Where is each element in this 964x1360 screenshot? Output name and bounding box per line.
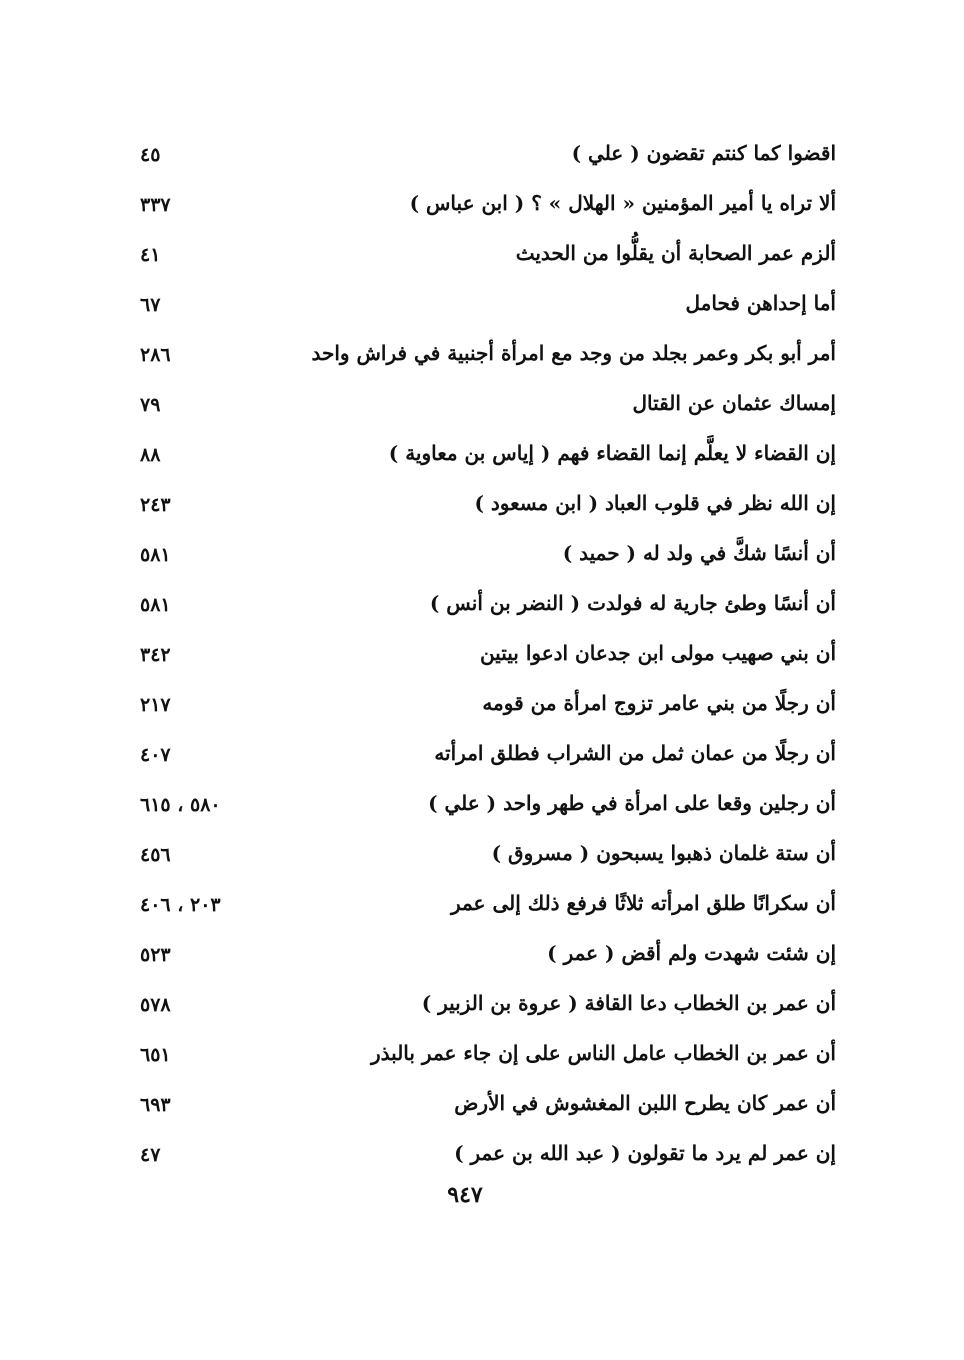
entry-page-reference: ٢٠٣ ، ٤٠٦: [140, 894, 221, 916]
entry-page-reference: ٦٧: [140, 294, 161, 316]
index-entry: [140, 482, 836, 532]
entry-page-reference: ٨٨: [140, 444, 161, 466]
index-entry: [140, 682, 836, 732]
index-entry: [140, 832, 836, 882]
entry-page-reference: ٤٥: [140, 144, 161, 166]
entry-text: إن شئت شهدت ولم أقض ( عمر ): [547, 941, 836, 965]
entry-page-reference: ٥٨١: [140, 544, 171, 566]
entry-text: أما إحداهن فحامل: [685, 291, 836, 315]
entry-text: أن ستة غلمان ذهبوا يسبحون ( مسروق ): [491, 841, 836, 865]
entry-page-reference: ٧٩: [140, 394, 161, 416]
index-entry: [140, 732, 836, 782]
entry-text: أن سكرانًا طلق امرأته ثلاثًا فرفع ذلك إلى عمر: [450, 891, 836, 915]
entry-text: أن عمر بن الخطاب دعا القافة ( عروة بن الزبير ): [421, 991, 836, 1015]
index-entry: [140, 332, 836, 382]
entry-text: أن رجلين وقعا على امرأة في طهر واحد ( علي ): [428, 791, 836, 815]
entry-text: ألا تراه يا أمير المؤمنين « الهلال » ؟ ( ابن عباس ): [409, 191, 836, 215]
entry-page-reference: ٢٨٦: [140, 344, 171, 366]
index-entry: [140, 432, 836, 482]
entry-text: أمر أبو بكر وعمر بجلد من وجد مع امرأة أجنبية في فراش واحد: [311, 341, 836, 365]
entry-text: أن بني صهيب مولى ابن جدعان ادعوا بيتين: [479, 641, 836, 665]
index-entry: [140, 582, 836, 632]
index-entry: [140, 232, 836, 282]
index-entry: [140, 182, 836, 232]
index-entries-list: [140, 132, 836, 1182]
entry-text: أن أنسًا وطئ جارية له فولدت ( النضر بن أنس ): [429, 591, 836, 615]
entry-page-reference: ٤٥٦: [140, 844, 171, 866]
index-entry: [140, 882, 836, 932]
entry-page-reference: ٥٢٣: [140, 944, 171, 966]
index-entry: [140, 1032, 836, 1082]
entry-page-reference: ٤٧: [140, 1144, 161, 1166]
entry-text: أن رجلًا من بني عامر تزوج امرأة من قومه: [482, 691, 836, 715]
entry-text: إن القضاء لا يعلَّم إنما القضاء فهم ( إياس بن معاوية ): [388, 441, 836, 465]
entry-text: اقضوا كما كنتم تقضون ( علي ): [571, 141, 836, 165]
entry-text: أن عمر كان يطرح اللبن المغشوش في الأرض: [454, 1091, 836, 1115]
entry-page-reference: ٥٨١: [140, 594, 171, 616]
entry-text: إن الله نظر في قلوب العباد ( ابن مسعود ): [474, 491, 836, 515]
entry-text: أن رجلًا من عمان ثمل من الشراب فطلق امرأته: [434, 741, 836, 765]
entry-page-reference: ٣٣٧: [140, 194, 171, 216]
entry-text: ألزم عمر الصحابة أن يقلُّوا من الحديث: [515, 241, 836, 265]
entry-page-reference: ٤١: [140, 244, 161, 266]
index-entry: [140, 782, 836, 832]
index-entry: [140, 282, 836, 332]
entry-text: إمساك عثمان عن القتال: [632, 391, 836, 415]
entry-text: أن أنسًا شكَّ في ولد له ( حميد ): [562, 541, 836, 565]
entry-page-reference: ٢١٧: [140, 694, 171, 716]
index-entry: [140, 982, 836, 1032]
entry-page-reference: ٢٤٣: [140, 494, 171, 516]
entry-page-reference: ٥٨٠ ، ٦١٥: [140, 794, 221, 816]
index-entry: [140, 1082, 836, 1132]
page-number: ٩٤٧: [447, 1182, 483, 1208]
index-entry: [140, 632, 836, 682]
entry-text: إن عمر لم يرد ما تقولون ( عبد الله بن عمر ): [454, 1141, 836, 1165]
entry-page-reference: ٤٠٧: [140, 744, 171, 766]
entry-text: أن عمر بن الخطاب عامل الناس على إن جاء عمر بالبذر: [371, 1041, 836, 1065]
entry-page-reference: ٦٥١: [140, 1044, 171, 1066]
index-entry: [140, 1132, 836, 1182]
index-entry: [140, 932, 836, 982]
entry-page-reference: ٦٩٣: [140, 1094, 171, 1116]
index-entry: [140, 532, 836, 582]
index-entry: [140, 382, 836, 432]
entry-page-reference: ٣٤٢: [140, 644, 171, 666]
entry-page-reference: ٥٧٨: [140, 994, 171, 1016]
index-entry: [140, 132, 836, 182]
